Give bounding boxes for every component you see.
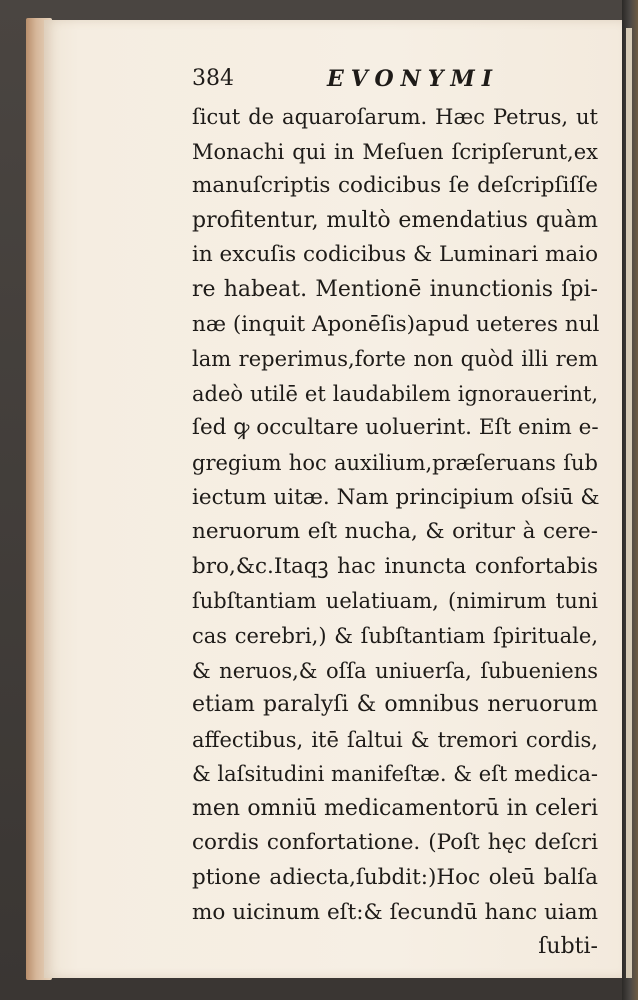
catchword: ſubti- xyxy=(538,934,598,960)
running-title: EVONYMI xyxy=(327,66,500,92)
page-number: 384 xyxy=(192,66,234,91)
text-line: ſubſtantiam uelatiuam, (nimirum tuni xyxy=(192,589,598,614)
text-line: ptione adiecta,ſubdit:)Hoc oleū balſa xyxy=(192,865,598,891)
text-line: etiam paralyſi & omnibus neruorum xyxy=(192,692,598,718)
facing-page-edge xyxy=(622,0,638,1000)
text-line: neruorum eſt nucha, & oritur à cere- xyxy=(192,519,598,545)
text-line: mo uicinum eſt:& ſecundū hanc uiam xyxy=(192,899,598,925)
text-line: bro,&c.Itaqꝫ hac inuncta confortabis xyxy=(192,553,598,579)
text-line: profitentur, multò emendatius quàm xyxy=(192,207,598,233)
page-text-block xyxy=(192,66,598,965)
page-header xyxy=(192,66,598,100)
text-line: cordis confortatione. (Poſt hęc deſcri xyxy=(192,830,598,856)
text-line: & neruos,& oſſa uniuerſa, ſubueniens xyxy=(192,658,598,683)
text-line: manuſcriptis codicibus ſe deſcripſiſſe xyxy=(192,173,598,199)
text-line: in excuſis codicibus & Luminari maio xyxy=(192,242,599,268)
body-text xyxy=(192,100,598,965)
facing-page-paper xyxy=(626,28,632,978)
text-line: & laſsitudini manifeſtæ. & eſt medica- xyxy=(192,762,598,787)
text-line: gregium hoc auxilium,præſeruans ſub xyxy=(192,450,598,475)
text-line: næ (inquit Aponēſis)apud ueteres nul xyxy=(192,311,600,337)
text-line: re habeat. Mentionē inunctionis ſpi- xyxy=(192,276,598,302)
text-line: lam reperimus,forte non quòd illi rem xyxy=(192,347,598,372)
text-line: ſed ꝙ occultare uoluerint. Eſt enim e- xyxy=(192,415,599,441)
text-line: adeò utilē et laudabilem ignorauerint, xyxy=(192,381,598,406)
text-line: Monachi qui in Meſuen ſcripſerunt,ex xyxy=(192,139,598,164)
text-line: ſicut de aquaroſarum. Hæc Petrus, ut xyxy=(192,105,598,129)
text-line: affectibus, itē ſaltui & tremori cordis, xyxy=(192,727,598,752)
text-line: iectum uitæ. Nam principium oſsiū & xyxy=(192,484,600,510)
text-line: men omniū medicamentorū in celeri xyxy=(192,795,598,821)
text-line: cas cerebri,) & ſubſtantiam ſpirituale, xyxy=(192,623,598,648)
